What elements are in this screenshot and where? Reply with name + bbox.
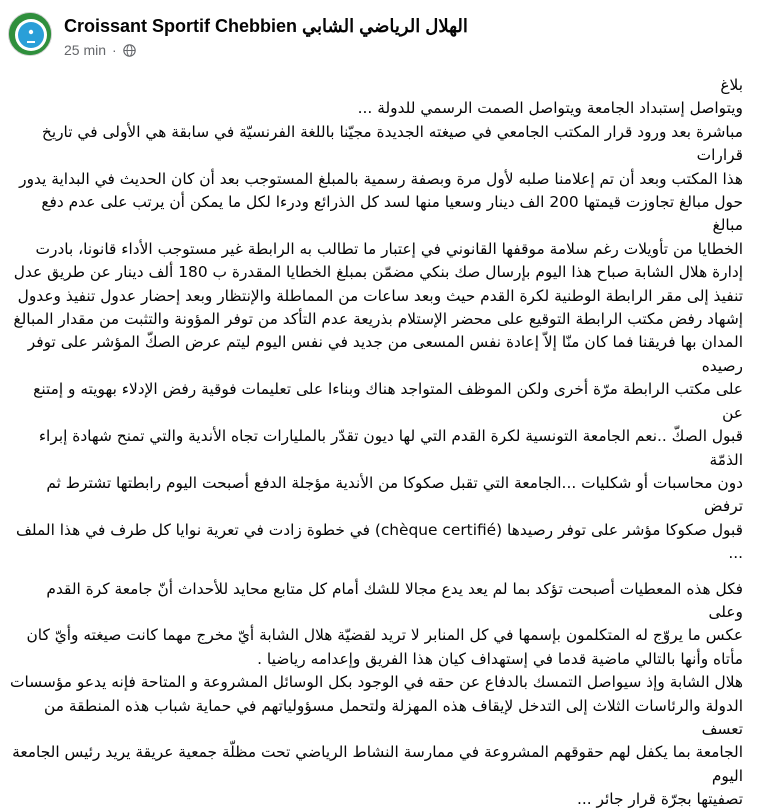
post-text-line: إدارة هلال الشابة صباح هذا اليوم بإرسال صك بنكي مضمّن بمبلغ الخطايا المقدرة ب 180 ألف دينار عن طريق عدل [13, 263, 743, 282]
post-text-line: تصفيتها بجرّة قرار جائر ... [576, 790, 743, 809]
post-text-line: فكل هذه المعطيات أصبحت تؤكد بما لم يعد يدع مجالا للشك أمام كل متابع محايد للأحداث أنّ جامعة كرة القدم وعلى [46, 579, 743, 621]
post-text-line: هلال الشابة وإذ سيواصل التمسك بالدفاع عن حقه في الوجود بكل الوسائل المشروعة و المتاحة فإنه يدعو مؤسسات [10, 673, 743, 692]
post-text-line: الخطايا من تأويلات رغم سلامة موقفها القانوني في إعتبار ما تطالب به الرابطة غير مستوجب الأداء قانونا، بادرت [35, 239, 743, 258]
paragraph-gap [8, 566, 743, 578]
post-text-line: الجامعة بما يكفل لهم حقوقهم المشروعة في ممارسة النشاط الرياضي تحت مظلّة جمعية عريقة يريد رئيس الجامعة اليوم [12, 743, 743, 785]
post-text-line: قبول الصكّ ..نعم الجامعة التونسية لكرة القدم التي لها ديون تقدّر بالمليارات تجاه الأندية والتي تمنح شهادة إبراء الذمّة [38, 427, 743, 469]
post-header [8, 6, 749, 62]
post-text-line: بلاغ [720, 76, 743, 94]
post-meta [64, 42, 136, 58]
post-text-line: تنفيذ إلى مقر الرابطة الوطنية لكرة القدم حيث وبعد ساعات من المماطلة والإنتظار وبعد إحضار عدول تنفيذ وعدول [17, 286, 743, 305]
post-text-line: المدان بها فريقنا فما كان منّا إلاّ إعادة نفس المسعى من جديد في نفس اليوم ليتم عرض الصكّ المؤشر على توفر رصيده [27, 333, 743, 375]
post-timestamp[interactable]: 25 min [64, 42, 107, 58]
post-text-line: على مكتب الرابطة مرّة أخرى ولكن الموظف المتواجد هناك وبناءا على تعليمات فوقية رفض الإدلاء بهويته و إمتنع عن [33, 380, 743, 422]
page-avatar[interactable] [8, 12, 52, 56]
post-text-line: دون محاسبات أو شكليات ...الجامعة التي تقبل صكوكا من الأندية مؤجلة الدفع أصبحت اليوم رابطتها تشترط ثم ترفض [46, 473, 743, 516]
post-text-line: مأتاه وأنها بالتالي ماضية قدما في إستهداف كيان هذا الفريق وإعدامه رياضيا . [257, 649, 743, 668]
post-text-line: ويتواصل إستبداد الجامعة ويتواصل الصمت الرسمي للدولة ... [357, 99, 743, 118]
post-text-line: عكس ما يروّج له المتكلمون بإسمها في كل المنابر لا تريد لقضيّة هلال الشابة أيّ مخرج مهما كانت صيغته وأيّ كان [26, 626, 743, 645]
post-text-line: مباشرة بعد ورود قرار المكتب الجامعي في صيغته الجديدة مجيّنا باللغة الفرنسيّة في سابقة هي الأولى في تاريخ قرارات [41, 122, 743, 165]
globe-icon [123, 44, 136, 57]
post-text-line: إشهاد رفض مكتب الرابطة التوقيع على محضر الإستلام بذريعة عدم التأكد من توفر المؤونة والتثبت من مقدار المبالغ [13, 310, 743, 329]
post-text-line: هذا المكتب وبعد أن تم إعلامنا صلبه لأول مرة وبصفة رسمية بالمبلغ المستوجب بعد أن كان الحديث في البداية يدور [19, 169, 743, 188]
post-text-line: الدولة والرئاسات الثلاث إلى التدخل لإيقاف هذه المهزلة ولتحمل مسؤولياتهم في حماية شباب هذه المنطقة من تعسف [44, 696, 743, 738]
post-text-line: ... [728, 544, 743, 563]
post-text-line: حول مبالغ تجاوزت قيمتها 200 الف دينار وسعيا منها لسد كل الذرائع ودرءا لكل ما يمكن أن يرتب على عدم دفع مبالغ [41, 193, 743, 235]
page-name-link[interactable]: Croissant Sportif Chebbien الهلال الرياضي الشابي [64, 16, 468, 36]
club-crest-icon [9, 13, 52, 56]
post-text [8, 74, 743, 812]
post-text-line: قبول صكوكا مؤشر على توفر رصيدها (chèque certifié) في خطوة زادت في تعرية نوايا كل طرف في هذا الملف [16, 520, 743, 539]
dot-separator: · [112, 42, 117, 58]
